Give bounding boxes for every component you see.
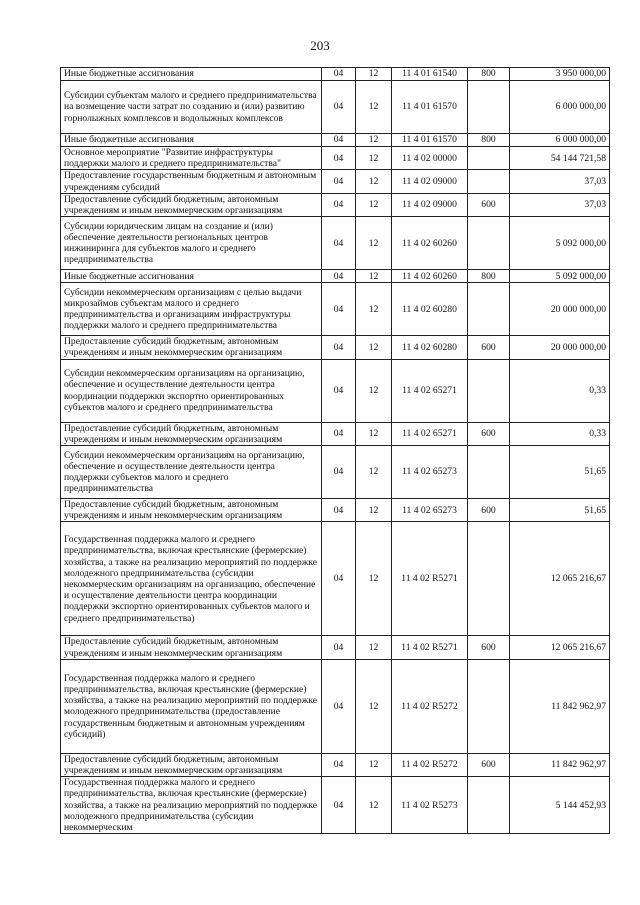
table-row: [61, 753, 610, 776]
cell-amount: 37,03: [510, 193, 610, 216]
cell-section: 04: [322, 359, 356, 422]
cell-amount: 0,33: [510, 359, 610, 422]
table-row: [61, 81, 610, 134]
cell-expense-type: 800: [468, 134, 510, 147]
cell-subsection: 12: [356, 134, 392, 147]
cell-section: 04: [322, 422, 356, 445]
cell-subsection: 12: [356, 81, 392, 134]
cell-target-item: 11 4 02 R5272: [392, 659, 468, 753]
cell-section: 04: [322, 217, 356, 270]
cell-amount: 12 065 216,67: [510, 522, 610, 636]
cell-name: Государственная поддержка малого и среднего предпринимательства, включая крестьянские (фермерские) хозяйства, а также на реализацию мероприятий по поддержке молодежного предпринимательства (предоставление государственным бюджетным и автономным учреждениям субсидий): [61, 659, 322, 753]
cell-subsection: 12: [356, 336, 392, 359]
cell-name: Предоставление субсидий бюджетным, автономным учреждениям и иным некоммерческим организациям: [61, 336, 322, 359]
table-row: [61, 659, 610, 753]
cell-subsection: 12: [356, 193, 392, 216]
cell-target-item: 11 4 01 61570: [392, 134, 468, 147]
cell-amount: 6 000 000,00: [510, 81, 610, 134]
cell-target-item: 11 4 02 R5271: [392, 636, 468, 659]
cell-section: 04: [322, 659, 356, 753]
cell-expense-type: 600: [468, 636, 510, 659]
cell-subsection: 12: [356, 422, 392, 445]
cell-amount: 11 842 962,97: [510, 659, 610, 753]
cell-target-item: 11 4 02 65271: [392, 359, 468, 422]
cell-subsection: 12: [356, 270, 392, 283]
cell-target-item: 11 4 01 61540: [392, 68, 468, 81]
cell-target-item: 11 4 02 60260: [392, 217, 468, 270]
cell-amount: 51,65: [510, 499, 610, 522]
cell-subsection: 12: [356, 659, 392, 753]
table-row: [61, 522, 610, 636]
table-row: [61, 270, 610, 283]
cell-expense-type: 800: [468, 68, 510, 81]
cell-expense-type: 600: [468, 499, 510, 522]
cell-amount: 0,33: [510, 422, 610, 445]
cell-name: Субсидии некоммерческим организациям с целью выдачи микрозаймов субъектам малого и среднего предпринимательства и организациям инфраструктуры поддержки малого и среднего предпринимательства: [61, 283, 322, 336]
cell-expense-type: 800: [468, 270, 510, 283]
cell-section: 04: [322, 283, 356, 336]
cell-name: Субсидии юридическим лицам на создание и (или) обеспечение деятельности региональных центров инжиниринга для субъектов малого и среднего предпринимательства: [61, 217, 322, 270]
table-row: [61, 217, 610, 270]
cell-name: Иные бюджетные ассигнования: [61, 134, 322, 147]
cell-name: Иные бюджетные ассигнования: [61, 68, 322, 81]
cell-expense-type: [468, 81, 510, 134]
cell-target-item: 11 4 02 R5273: [392, 777, 468, 834]
cell-expense-type: 600: [468, 336, 510, 359]
table-row: [61, 499, 610, 522]
table-row: [61, 422, 610, 445]
cell-section: 04: [322, 777, 356, 834]
cell-expense-type: [468, 359, 510, 422]
cell-expense-type: [468, 170, 510, 193]
table-body: [61, 68, 610, 834]
cell-section: 04: [322, 522, 356, 636]
cell-section: 04: [322, 336, 356, 359]
cell-amount: 6 000 000,00: [510, 134, 610, 147]
table-row: [61, 636, 610, 659]
cell-section: 04: [322, 147, 356, 170]
cell-name: Предоставление субсидий бюджетным, автономным учреждениям и иным некоммерческим организациям: [61, 422, 322, 445]
cell-subsection: 12: [356, 636, 392, 659]
cell-amount: 37,03: [510, 170, 610, 193]
cell-expense-type: 600: [468, 753, 510, 776]
cell-section: 04: [322, 193, 356, 216]
cell-target-item: 11 4 02 60280: [392, 336, 468, 359]
cell-expense-type: [468, 777, 510, 834]
cell-target-item: 11 4 02 R5271: [392, 522, 468, 636]
cell-amount: 12 065 216,67: [510, 636, 610, 659]
cell-name: Субсидии субъектам малого и среднего предпринимательства на возмещение части затрат по созданию и (или) развитию горнолыжных комплексов и водолыжных комплексов: [61, 81, 322, 134]
table-row: [61, 68, 610, 81]
cell-target-item: 11 4 02 09000: [392, 193, 468, 216]
cell-name: Предоставление государственным бюджетным и автономным учреждениям субсидий: [61, 170, 322, 193]
cell-target-item: 11 4 01 61570: [392, 81, 468, 134]
table-row: [61, 134, 610, 147]
table-row: [61, 193, 610, 216]
cell-section: 04: [322, 134, 356, 147]
cell-name: Предоставление субсидий бюджетным, автономным учреждениям и иным некоммерческим организациям: [61, 499, 322, 522]
page-number: 203: [310, 38, 330, 53]
cell-subsection: 12: [356, 777, 392, 834]
cell-name: Государственная поддержка малого и среднего предпринимательства, включая крестьянские (фермерские) хозяйства, а также на реализацию мероприятий по поддержке молодежного предпринимательства (субсидии некоммерческим организациям на организацию, обеспечение и осуществление деятельности центра координации поддержки экспортно ориентированных субъектов малого и среднего предпринимательства): [61, 522, 322, 636]
cell-target-item: 11 4 02 65273: [392, 499, 468, 522]
cell-section: 04: [322, 753, 356, 776]
cell-target-item: 11 4 02 65271: [392, 422, 468, 445]
cell-amount: 51,65: [510, 446, 610, 499]
cell-subsection: 12: [356, 283, 392, 336]
cell-amount: 5 092 000,00: [510, 217, 610, 270]
table-row: [61, 147, 610, 170]
cell-name: Основное мероприятие "Развитие инфраструктуры поддержки малого и среднего предпринимательства": [61, 147, 322, 170]
cell-subsection: 12: [356, 217, 392, 270]
budget-table: [60, 67, 610, 834]
cell-amount: 54 144 721,58: [510, 147, 610, 170]
cell-section: 04: [322, 636, 356, 659]
cell-section: 04: [322, 81, 356, 134]
cell-expense-type: 600: [468, 422, 510, 445]
cell-expense-type: [468, 659, 510, 753]
cell-expense-type: [468, 147, 510, 170]
cell-amount: 20 000 000,00: [510, 283, 610, 336]
cell-subsection: 12: [356, 68, 392, 81]
cell-target-item: 11 4 02 60280: [392, 283, 468, 336]
table-row: [61, 170, 610, 193]
cell-name: Субсидии некоммерческим организациям на организацию, обеспечение и осуществление деятельности центра координации поддержки экспортно ориентированных субъектов малого и среднего предпринимательства: [61, 359, 322, 422]
cell-section: 04: [322, 68, 356, 81]
cell-target-item: 11 4 02 09000: [392, 170, 468, 193]
table-row: [61, 446, 610, 499]
cell-name: Предоставление субсидий бюджетным, автономным учреждениям и иным некоммерческим организациям: [61, 193, 322, 216]
cell-expense-type: [468, 283, 510, 336]
cell-expense-type: 600: [468, 193, 510, 216]
table-row: [61, 359, 610, 422]
cell-expense-type: [468, 522, 510, 636]
cell-amount: 20 000 000,00: [510, 336, 610, 359]
cell-subsection: 12: [356, 359, 392, 422]
cell-name: Иные бюджетные ассигнования: [61, 270, 322, 283]
cell-name: Государственная поддержка малого и среднего предпринимательства, включая крестьянские (фермерские) хозяйства, а также на реализацию мероприятий по поддержке молодежного предпринимательства (субсидии некоммерческим: [61, 777, 322, 834]
cell-target-item: 11 4 02 00000: [392, 147, 468, 170]
cell-expense-type: [468, 446, 510, 499]
cell-subsection: 12: [356, 446, 392, 499]
cell-target-item: 11 4 02 R5272: [392, 753, 468, 776]
cell-subsection: 12: [356, 147, 392, 170]
table-row: [61, 777, 610, 834]
cell-subsection: 12: [356, 753, 392, 776]
cell-amount: 5 092 000,00: [510, 270, 610, 283]
table-row: [61, 283, 610, 336]
cell-section: 04: [322, 170, 356, 193]
cell-target-item: 11 4 02 65273: [392, 446, 468, 499]
cell-name: Предоставление субсидий бюджетным, автономным учреждениям и иным некоммерческим организациям: [61, 636, 322, 659]
cell-section: 04: [322, 446, 356, 499]
cell-amount: 5 144 452,93: [510, 777, 610, 834]
cell-subsection: 12: [356, 170, 392, 193]
cell-section: 04: [322, 270, 356, 283]
cell-subsection: 12: [356, 522, 392, 636]
cell-amount: 3 950 000,00: [510, 68, 610, 81]
cell-expense-type: [468, 217, 510, 270]
cell-target-item: 11 4 02 60260: [392, 270, 468, 283]
cell-section: 04: [322, 499, 356, 522]
cell-name: Предоставление субсидий бюджетным, автономным учреждениям и иным некоммерческим организациям: [61, 753, 322, 776]
cell-name: Субсидии некоммерческим организациям на организацию, обеспечение и осуществление деятельности центра поддержки субъектов малого и среднего предпринимательства: [61, 446, 322, 499]
cell-subsection: 12: [356, 499, 392, 522]
cell-amount: 11 842 962,97: [510, 753, 610, 776]
table-row: [61, 336, 610, 359]
